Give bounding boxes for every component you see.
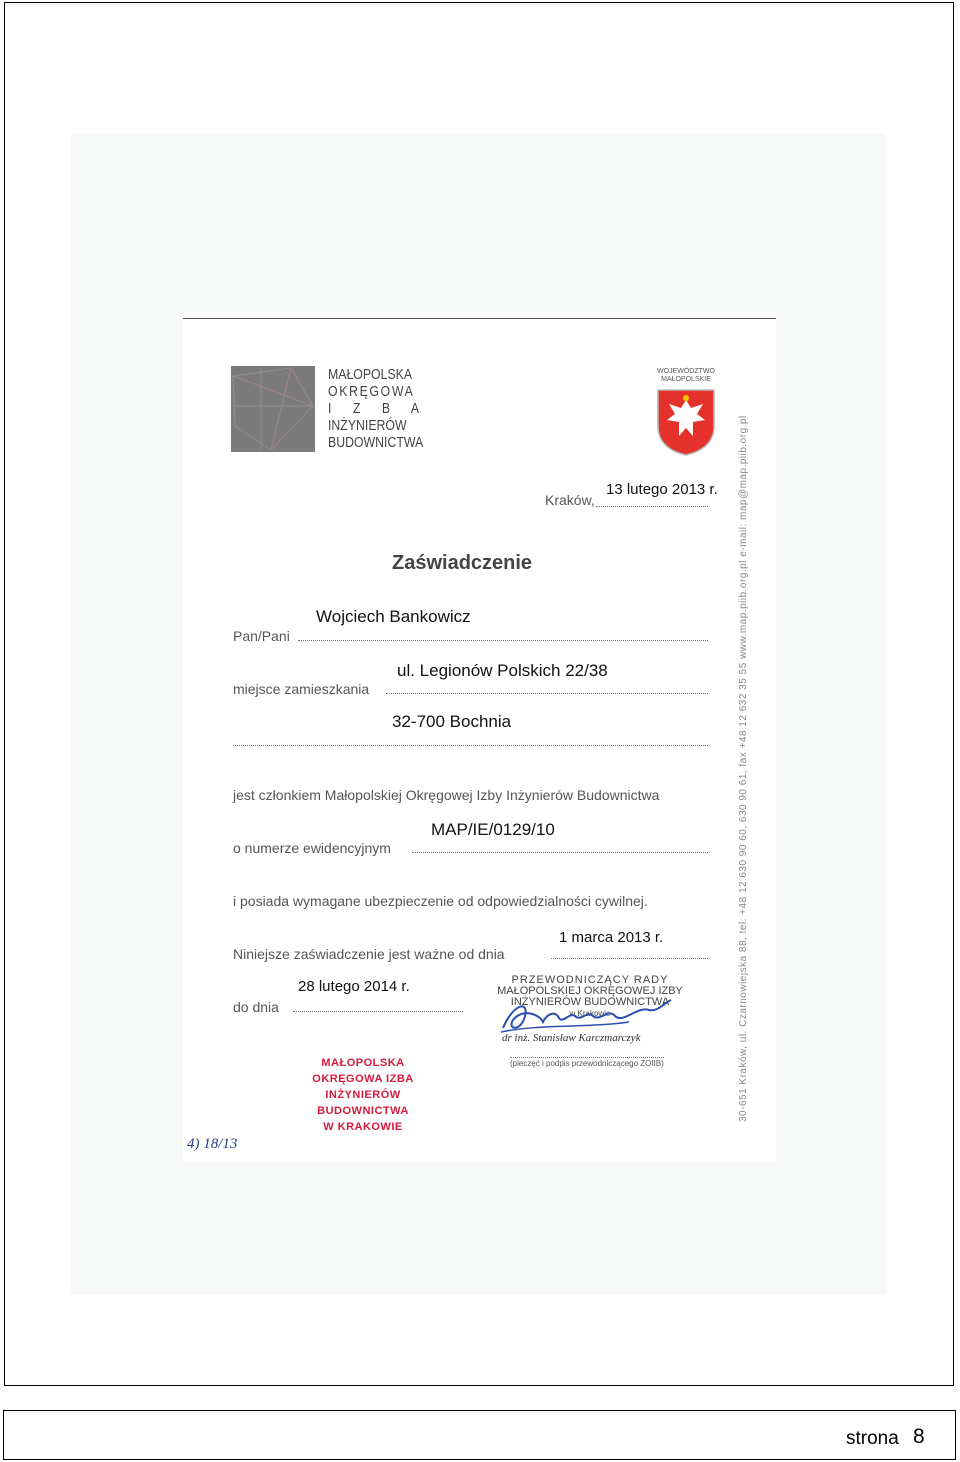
handwritten-reference: 4) 18/13 xyxy=(187,1136,238,1152)
coat-of-arms-icon xyxy=(656,388,716,456)
address-label: miejsce zamieszkania xyxy=(233,681,370,697)
crest-label-line: WOJEWÓDZTWO xyxy=(657,368,715,375)
logo-geometric-icon xyxy=(231,366,315,452)
chairman-stamp-line: w Krakowie xyxy=(569,1009,611,1018)
contact-info-vertical: 30-651 Kraków, ul. Czarnowiejska 88, tel. +48 12 630 90 60, 630 90 61, fax +48 12 632 35 55 www.map.piib.org.pl e-mail: map@map.piib.org.pl xyxy=(738,415,749,1122)
valid-to-dots xyxy=(293,1011,463,1012)
document-title: Zaświadczenie xyxy=(392,552,533,574)
logo-line: BUDOWNICTWA xyxy=(328,434,424,451)
name-dots xyxy=(298,640,708,641)
address-dots-1 xyxy=(386,693,708,694)
stamp-line: W KRAKOWIE xyxy=(323,1121,403,1133)
institution-name xyxy=(328,366,428,451)
logo-line: OKRĘGOWA xyxy=(328,383,415,400)
valid-to-label: do dnia xyxy=(233,999,279,1015)
address-dots-2 xyxy=(233,745,708,746)
address-line-2: 32-700 Bochnia xyxy=(392,712,512,731)
red-institution-stamp xyxy=(287,1055,439,1135)
address-line-1: ul. Legionów Polskich 22/38 xyxy=(397,661,608,680)
valid-from-dots xyxy=(551,958,708,959)
page-label: strona xyxy=(846,1428,899,1449)
institution-logo-mark xyxy=(231,366,315,452)
chairman-stamp-line: MAŁOPOLSKIEJ OKRĘGOWEJ IZBY xyxy=(497,985,683,997)
valid-from-value: 1 marca 2013 r. xyxy=(559,929,664,946)
name-label: Pan/Pani xyxy=(233,628,290,644)
registry-value: MAP/IE/0129/10 xyxy=(431,820,555,839)
stamp-line: MAŁOPOLSKA OKRĘGOWA IZBA xyxy=(312,1057,414,1085)
page-footer xyxy=(3,1410,956,1460)
membership-text: jest członkiem Małopolskiej Okręgowej Izby Inżynierów Budownictwa xyxy=(233,787,660,803)
handwritten-signature-icon xyxy=(499,994,674,1036)
signature-caption: (pieczęć i podpis przewodniczącego ZOIIB) xyxy=(510,1059,664,1068)
logo-line: I Z B A xyxy=(328,400,429,417)
registry-dots xyxy=(412,852,708,853)
logo-line: MAŁOPOLSKA xyxy=(328,366,413,383)
place-label: Kraków, xyxy=(545,492,595,508)
chairman-stamp-line: PRZEWODNICZĄCY RADY xyxy=(511,974,669,986)
signatory-name: dr inż. Stanisław Karczmarczyk xyxy=(502,1032,641,1044)
date-value: 13 lutego 2013 r. xyxy=(606,481,718,498)
date-dots xyxy=(596,506,708,507)
registry-label: o numerze ewidencyjnym xyxy=(233,840,391,856)
logo-line: INŻYNIERÓW xyxy=(328,417,407,434)
valid-from-label: Niniejsze zaświadczenie jest ważne od dnia xyxy=(233,946,505,962)
insurance-text: i posiada wymagane ubezpieczenie od odpowiedzialności cywilnej. xyxy=(233,893,648,909)
crest-label xyxy=(652,368,720,384)
stamp-line: INŻYNIERÓW BUDOWNICTWA xyxy=(317,1089,409,1117)
page-number: 8 xyxy=(913,1425,925,1448)
crest-label-line: MAŁOPOLSKIE xyxy=(661,376,711,383)
valid-to-value: 28 lutego 2014 r. xyxy=(298,978,410,995)
name-value: Wojciech Bankowicz xyxy=(316,607,471,626)
chairman-stamp-line: INŻYNIERÓW BUDOWNICTWA xyxy=(510,996,670,1008)
